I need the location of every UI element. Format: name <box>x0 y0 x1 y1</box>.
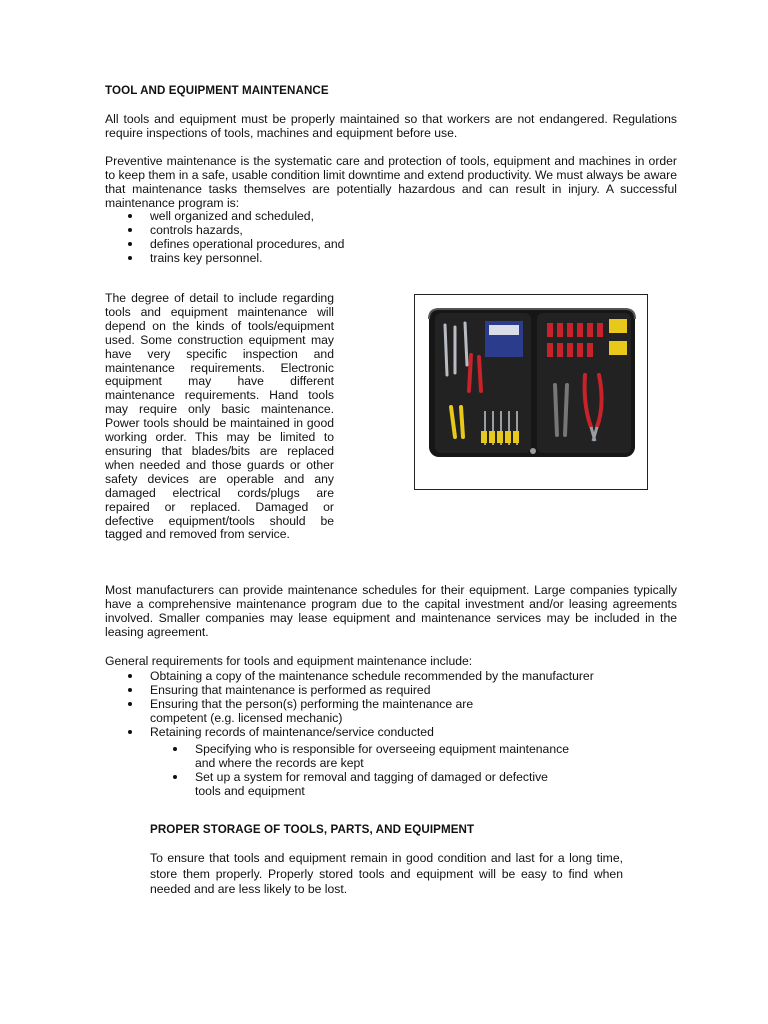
bullet-icon <box>128 730 132 734</box>
bullet-icon <box>128 214 132 218</box>
list-item: controls hazards, <box>150 223 550 237</box>
bullet-icon <box>173 747 177 751</box>
list-item: Ensuring that maintenance is performed as required <box>150 683 670 697</box>
list-item: well organized and scheduled, <box>150 209 550 223</box>
manufacturers-paragraph: Most manufacturers can provide maintenance schedules for their equipment. Large companies typically have a comprehensive maintenance program due to the capital investment and/or leasing agreements involved. Smaller companies may lease equipment and maintenance services may be included in the leasing agreement. <box>105 583 677 639</box>
bullet-icon <box>128 242 132 246</box>
list-item: Set up a system for removal and tagging of damaged or defective tools and equipment <box>195 770 635 798</box>
detail-paragraph: The degree of detail to include regarding tools and equipment maintenance will depend on the kinds of tools/equipment used. Some construction equipment may have very specific inspection and maintenance requirements. Electronic equipment may have different maintenance requirements. Hand tools may require only basic maintenance. Power tools should be maintained in good working order. This may be limited to ensuring that blades/bits are replaced when needed and those guards or other safety devices are operable and any damaged electrical cords/plugs are repaired or replaced. Damaged or defective equipment/tools should be tagged and removed from service. <box>105 291 334 542</box>
intro-paragraph: All tools and equipment must be properly maintained so that workers are not endangered. Regulations require inspections of tools, machines and equipment before use. <box>105 112 677 140</box>
section-title-maintenance: TOOL AND EQUIPMENT MAINTENANCE <box>105 84 329 97</box>
toolkit-case-icon <box>415 295 647 489</box>
storage-paragraph: To ensure that tools and equipment remain in good condition and last for a long time, store them properly. Properly stored tools and equipment will be easy to find when needed and are less likely to be lost. <box>150 851 623 896</box>
sub-bullet-list <box>195 742 635 798</box>
bullet-icon <box>128 702 132 706</box>
list-item: Ensuring that the person(s) performing the maintenance are competent (e.g. licensed mechanic) <box>150 697 670 725</box>
general-bullet-list <box>150 669 670 739</box>
list-item: trains key personnel. <box>150 251 550 265</box>
general-requirements-intro: General requirements for tools and equipment maintenance include: <box>105 654 473 668</box>
bullet-icon <box>173 775 177 779</box>
list-item: Retaining records of maintenance/service conducted <box>150 725 670 739</box>
bullet-icon <box>128 674 132 678</box>
list-item: Obtaining a copy of the maintenance schedule recommended by the manufacturer <box>150 669 670 683</box>
bullet-icon <box>128 688 132 692</box>
list-item: Specifying who is responsible for overseeing equipment maintenance and where the records are kept <box>195 742 635 770</box>
section-title-storage: PROPER STORAGE OF TOOLS, PARTS, AND EQUIPMENT <box>150 823 475 836</box>
program-bullet-list <box>150 209 550 265</box>
bullet-icon <box>128 256 132 260</box>
list-item: defines operational procedures, and <box>150 237 550 251</box>
preventive-paragraph: Preventive maintenance is the systematic care and protection of tools, equipment and machines in order to keep them in a safe, usable condition limit downtime and extend productivity. We must always be aware that maintenance tasks themselves are potentially hazardous and can result in injury. A successful maintenance program is: <box>105 154 677 210</box>
bullet-icon <box>128 228 132 232</box>
toolkit-image-frame <box>414 294 648 490</box>
